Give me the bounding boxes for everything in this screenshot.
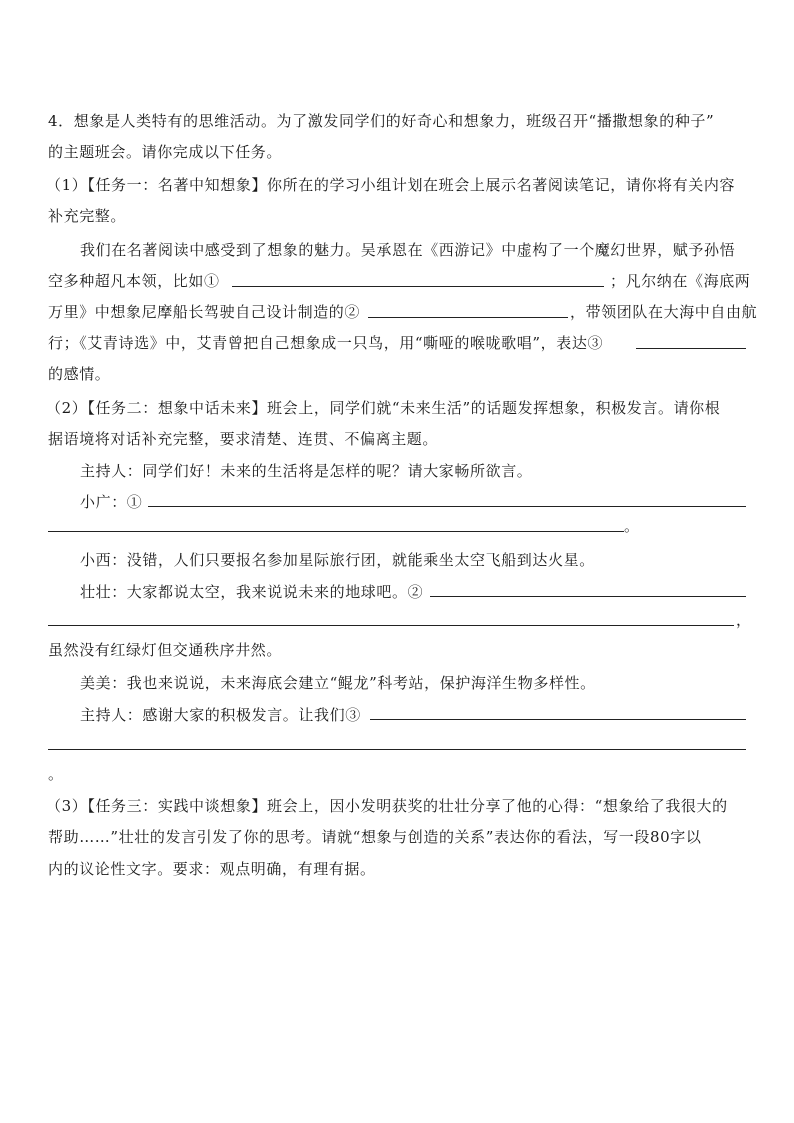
task1-paragraph-line-3-end: ，带领团队在大海中自由航: [570, 303, 758, 321]
blank-task1-answer-3[interactable]: [636, 348, 746, 349]
task1-paragraph-line-2-start: 空多种超凡本领，比如①: [48, 272, 220, 290]
task1-heading-line-2: 补充完整。: [48, 207, 127, 225]
dialogue-zhuangzhuang-end: 虽然没有红绿灯但交通秩序井然。: [48, 641, 283, 659]
task1-paragraph-line-1: 我们在名著阅读中感受到了想象的魅力。吴承恩在《西游记》中虚构了一个魔幻世界，赋予孙悟: [80, 241, 736, 259]
blank-task2-answer-2-line-2[interactable]: [48, 625, 734, 626]
dialogue-meimei: 美美：我也来说说，未来海底会建立“鲲龙”科考站，保护海洋生物多样性。: [80, 674, 596, 692]
dialogue-xiaoxi: 小西：没错，人们只要报名参加星际旅行团，就能乘坐太空飞船到达火星。: [80, 551, 595, 569]
blank-task2-answer-2-line-1[interactable]: [430, 596, 746, 597]
task1-paragraph-line-2-end: ；凡尔纳在《海底两: [610, 272, 751, 290]
question-intro-line-1: 4．想象是人类特有的思维活动。为了激发同学们的好奇心和想象力，班级召开“播撒想象的种子”: [48, 112, 715, 130]
dialogue-zhuangzhuang-comma: ，: [736, 611, 752, 629]
blank-task1-answer-2[interactable]: [368, 317, 568, 318]
dialogue-host-closing: 主持人：感谢大家的积极发言。让我们③: [80, 706, 361, 724]
question-intro-line-2: 的主题班会。请你完成以下任务。: [48, 143, 283, 161]
dialogue-host-opening: 主持人：同学们好！未来的生活将是怎样的呢？请大家畅所欲言。: [80, 462, 533, 480]
blank-task2-answer-3-line-1[interactable]: [370, 719, 746, 720]
task2-heading-line-1: （2）【任务二：想象中话未来】班会上，同学们就“未来生活”的话题发挥想象，积极发言。请你根: [46, 399, 721, 417]
task1-paragraph-line-4: 行；《艾青诗选》中，艾青曾把自己想象成一只鸟，用“嘶哑的喉咙歌唱”，表达③: [48, 334, 604, 352]
task1-paragraph-line-3-start: 万里》中想象尼摩船长驾驶自己设计制造的②: [48, 303, 361, 321]
blank-task2-answer-1-line-2[interactable]: [48, 531, 624, 532]
dialogue-host-closing-end: 。: [48, 765, 64, 783]
blank-task1-answer-1[interactable]: [232, 286, 604, 287]
blank-task2-answer-3-line-2[interactable]: [48, 749, 746, 750]
dialogue-xiaoguang-end: 。: [624, 517, 640, 535]
task2-heading-line-2: 据语境将对话补充完整，要求清楚、连贯、不偏离主题。: [48, 430, 439, 448]
dialogue-xiaoguang: 小广：①: [80, 493, 143, 511]
task3-heading-line-2: 帮助……”壮壮的发言引发了你的思考。请就“想象与创造的关系”表达你的看法，写一段80字以: [48, 828, 702, 846]
task1-paragraph-line-5: 的感情。: [48, 365, 111, 383]
task1-heading-line-1: （1）【任务一：名著中知想象】你所在的学习小组计划在班会上展示名著阅读笔记，请你将有关内容: [46, 176, 736, 194]
task3-heading-line-1: （3）【任务三：实践中谈想象】班会上，因小发明获奖的壮壮分享了他的心得：“想象给了我很大的: [46, 797, 728, 815]
task3-heading-line-3: 内的议论性文字。要求：观点明确，有理有据。: [48, 860, 376, 878]
dialogue-zhuangzhuang: 壮壮：大家都说太空，我来说说未来的地球吧。②: [80, 583, 424, 601]
blank-task2-answer-1-line-1[interactable]: [148, 506, 746, 507]
